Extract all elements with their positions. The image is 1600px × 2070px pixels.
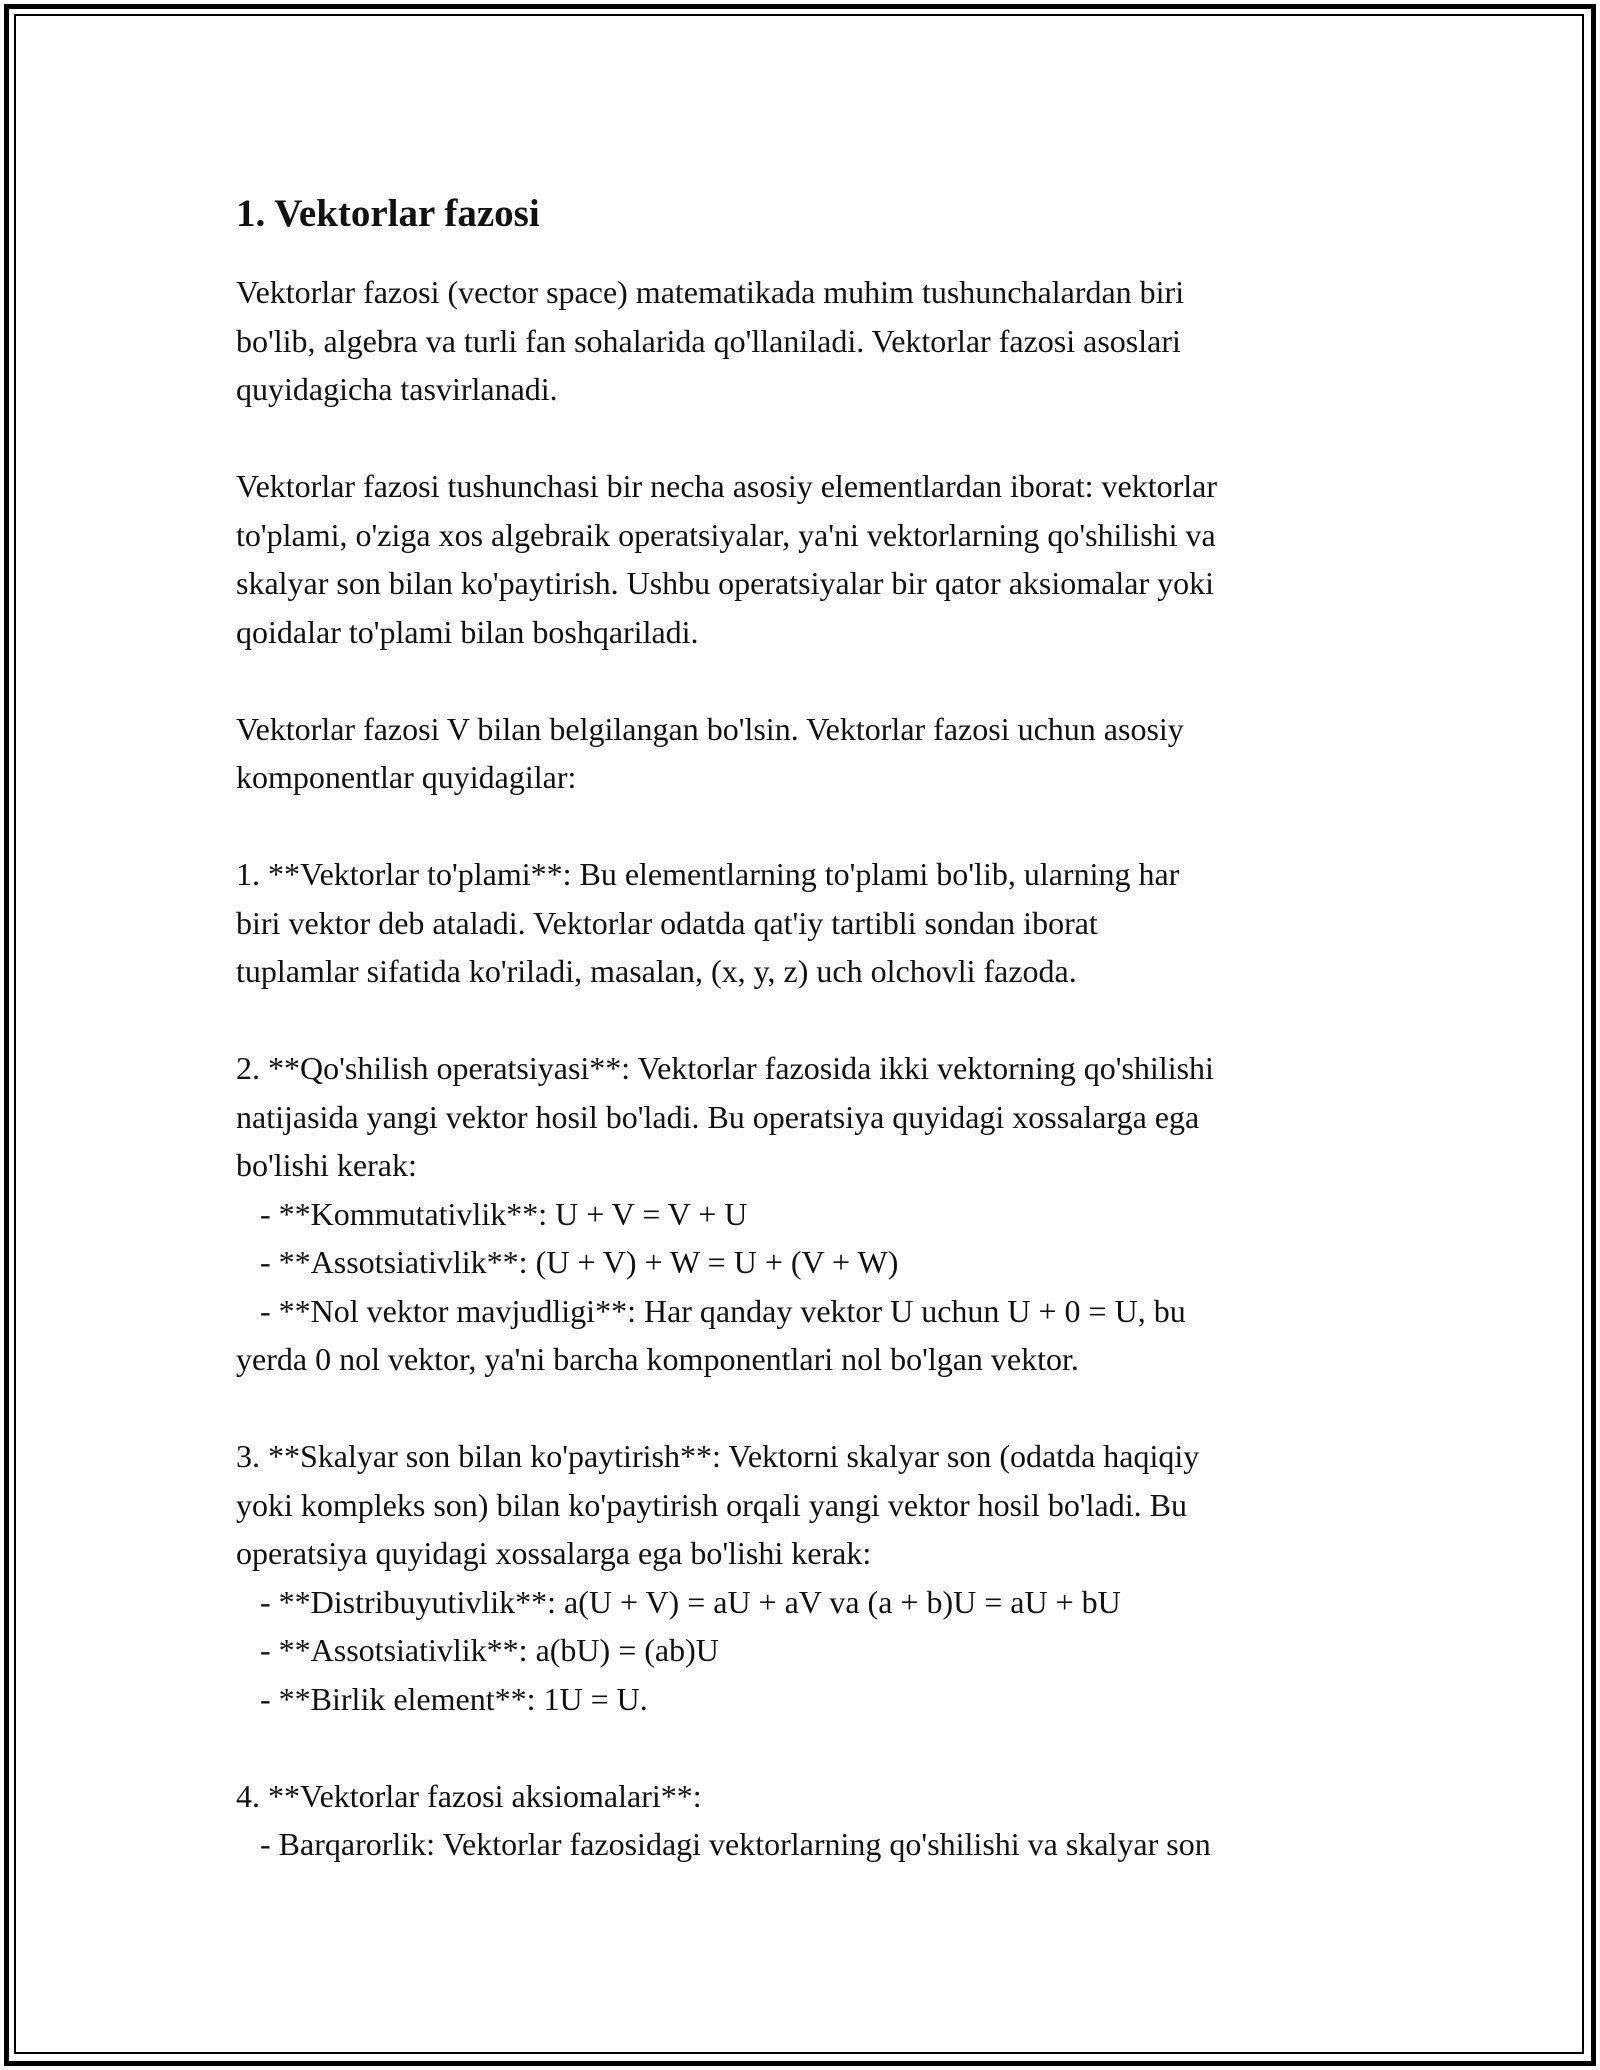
text-line: komponentlar quyidagilar: bbox=[236, 759, 577, 795]
paragraph bbox=[236, 1772, 1386, 1869]
text-line: to'plami, o'ziga xos algebraik operatsiyalar, ya'ni vektorlarning qo'shilishi va bbox=[236, 516, 1216, 553]
paragraphs-container bbox=[236, 268, 1386, 1869]
text-line: 2. **Qo'shilish operatsiyasi**: Vektorlar fazosida ikki vektorning qo'shilishi bbox=[236, 1050, 1214, 1086]
text-line: - **Birlik element**: 1U = U. bbox=[236, 1680, 648, 1717]
text-line: Vektorlar fazosi V bilan belgilangan bo'lsin. Vektorlar fazosi uchun asosiy bbox=[236, 710, 1184, 747]
text-line: bo'lib, algebra va turli fan sohalarida qo'llaniladi. Vektorlar fazosi asoslari bbox=[236, 322, 1181, 359]
text-line: tuplamlar sifatida ko'riladi, masalan, (x, y, z) uch olchovli fazoda. bbox=[236, 953, 1077, 989]
text-line: - **Assotsiativlik**: (U + V) + W = U + (V + W) bbox=[236, 1244, 899, 1280]
text-line: quyidagicha tasvirlanadi. bbox=[236, 371, 558, 407]
text-line: skalyar son bilan ko'paytirish. Ushbu operatsiyalar bir qator aksiomalar yoki bbox=[236, 565, 1214, 601]
text-line: biri vektor deb ataladi. Vektorlar odatda qat'iy tartibli sondan iborat bbox=[236, 904, 1098, 941]
paragraph bbox=[236, 1044, 1386, 1384]
text-line: 4. **Vektorlar fazosi aksiomalari**: bbox=[236, 1777, 702, 1814]
text-line: yerda 0 nol vektor, ya'ni barcha komponentlari nol bo'lgan vektor. bbox=[236, 1341, 1079, 1377]
document-body bbox=[236, 186, 1386, 1917]
text-line: bo'lishi kerak: bbox=[236, 1147, 417, 1183]
text-line: - **Distribuyutivlik**: a(U + V) = aU + aV va (a + b)U = aU + bU bbox=[236, 1583, 1121, 1620]
text-line: - **Assotsiativlik**: a(bU) = (ab)U bbox=[236, 1632, 719, 1668]
text-line: natijasida yangi vektor hosil bo'ladi. Bu operatsiya quyidagi xossalarga ega bbox=[236, 1098, 1200, 1135]
text-line: - **Nol vektor mavjudligi**: Har qanday vektor U uchun U + 0 = U, bu bbox=[236, 1292, 1186, 1329]
paragraph bbox=[236, 462, 1386, 656]
text-line: qoidalar to'plami bilan boshqariladi. bbox=[236, 613, 699, 650]
text-line: 1. **Vektorlar to'plami**: Bu elementlarning to'plami bo'lib, ularning har bbox=[236, 856, 1180, 892]
paragraph bbox=[236, 705, 1386, 802]
section-heading: 1. Vektorlar fazosi bbox=[236, 192, 540, 235]
text-line: - **Kommutativlik**: U + V = V + U bbox=[236, 1195, 748, 1232]
text-line: yoki kompleks son) bilan ko'paytirish orqali yangi vektor hosil bo'ladi. Bu bbox=[236, 1486, 1187, 1523]
text-line: Vektorlar fazosi tushunchasi bir necha asosiy elementlardan iborat: vektorlar bbox=[236, 468, 1217, 504]
text-line: 3. **Skalyar son bilan ko'paytirish**: Vektorni skalyar son (odatda haqiqiy bbox=[236, 1438, 1200, 1474]
text-line: Vektorlar fazosi (vector space) matematikada muhim tushunchalardan biri bbox=[236, 274, 1185, 310]
paragraph bbox=[236, 1432, 1386, 1723]
text-line: operatsiya quyidagi xossalarga ega bo'lishi kerak: bbox=[236, 1535, 872, 1571]
paragraph bbox=[236, 268, 1386, 414]
paragraph bbox=[236, 850, 1386, 996]
text-line: - Barqarorlik: Vektorlar fazosidagi vektorlarning qo'shilishi va skalyar son bbox=[236, 1826, 1211, 1862]
